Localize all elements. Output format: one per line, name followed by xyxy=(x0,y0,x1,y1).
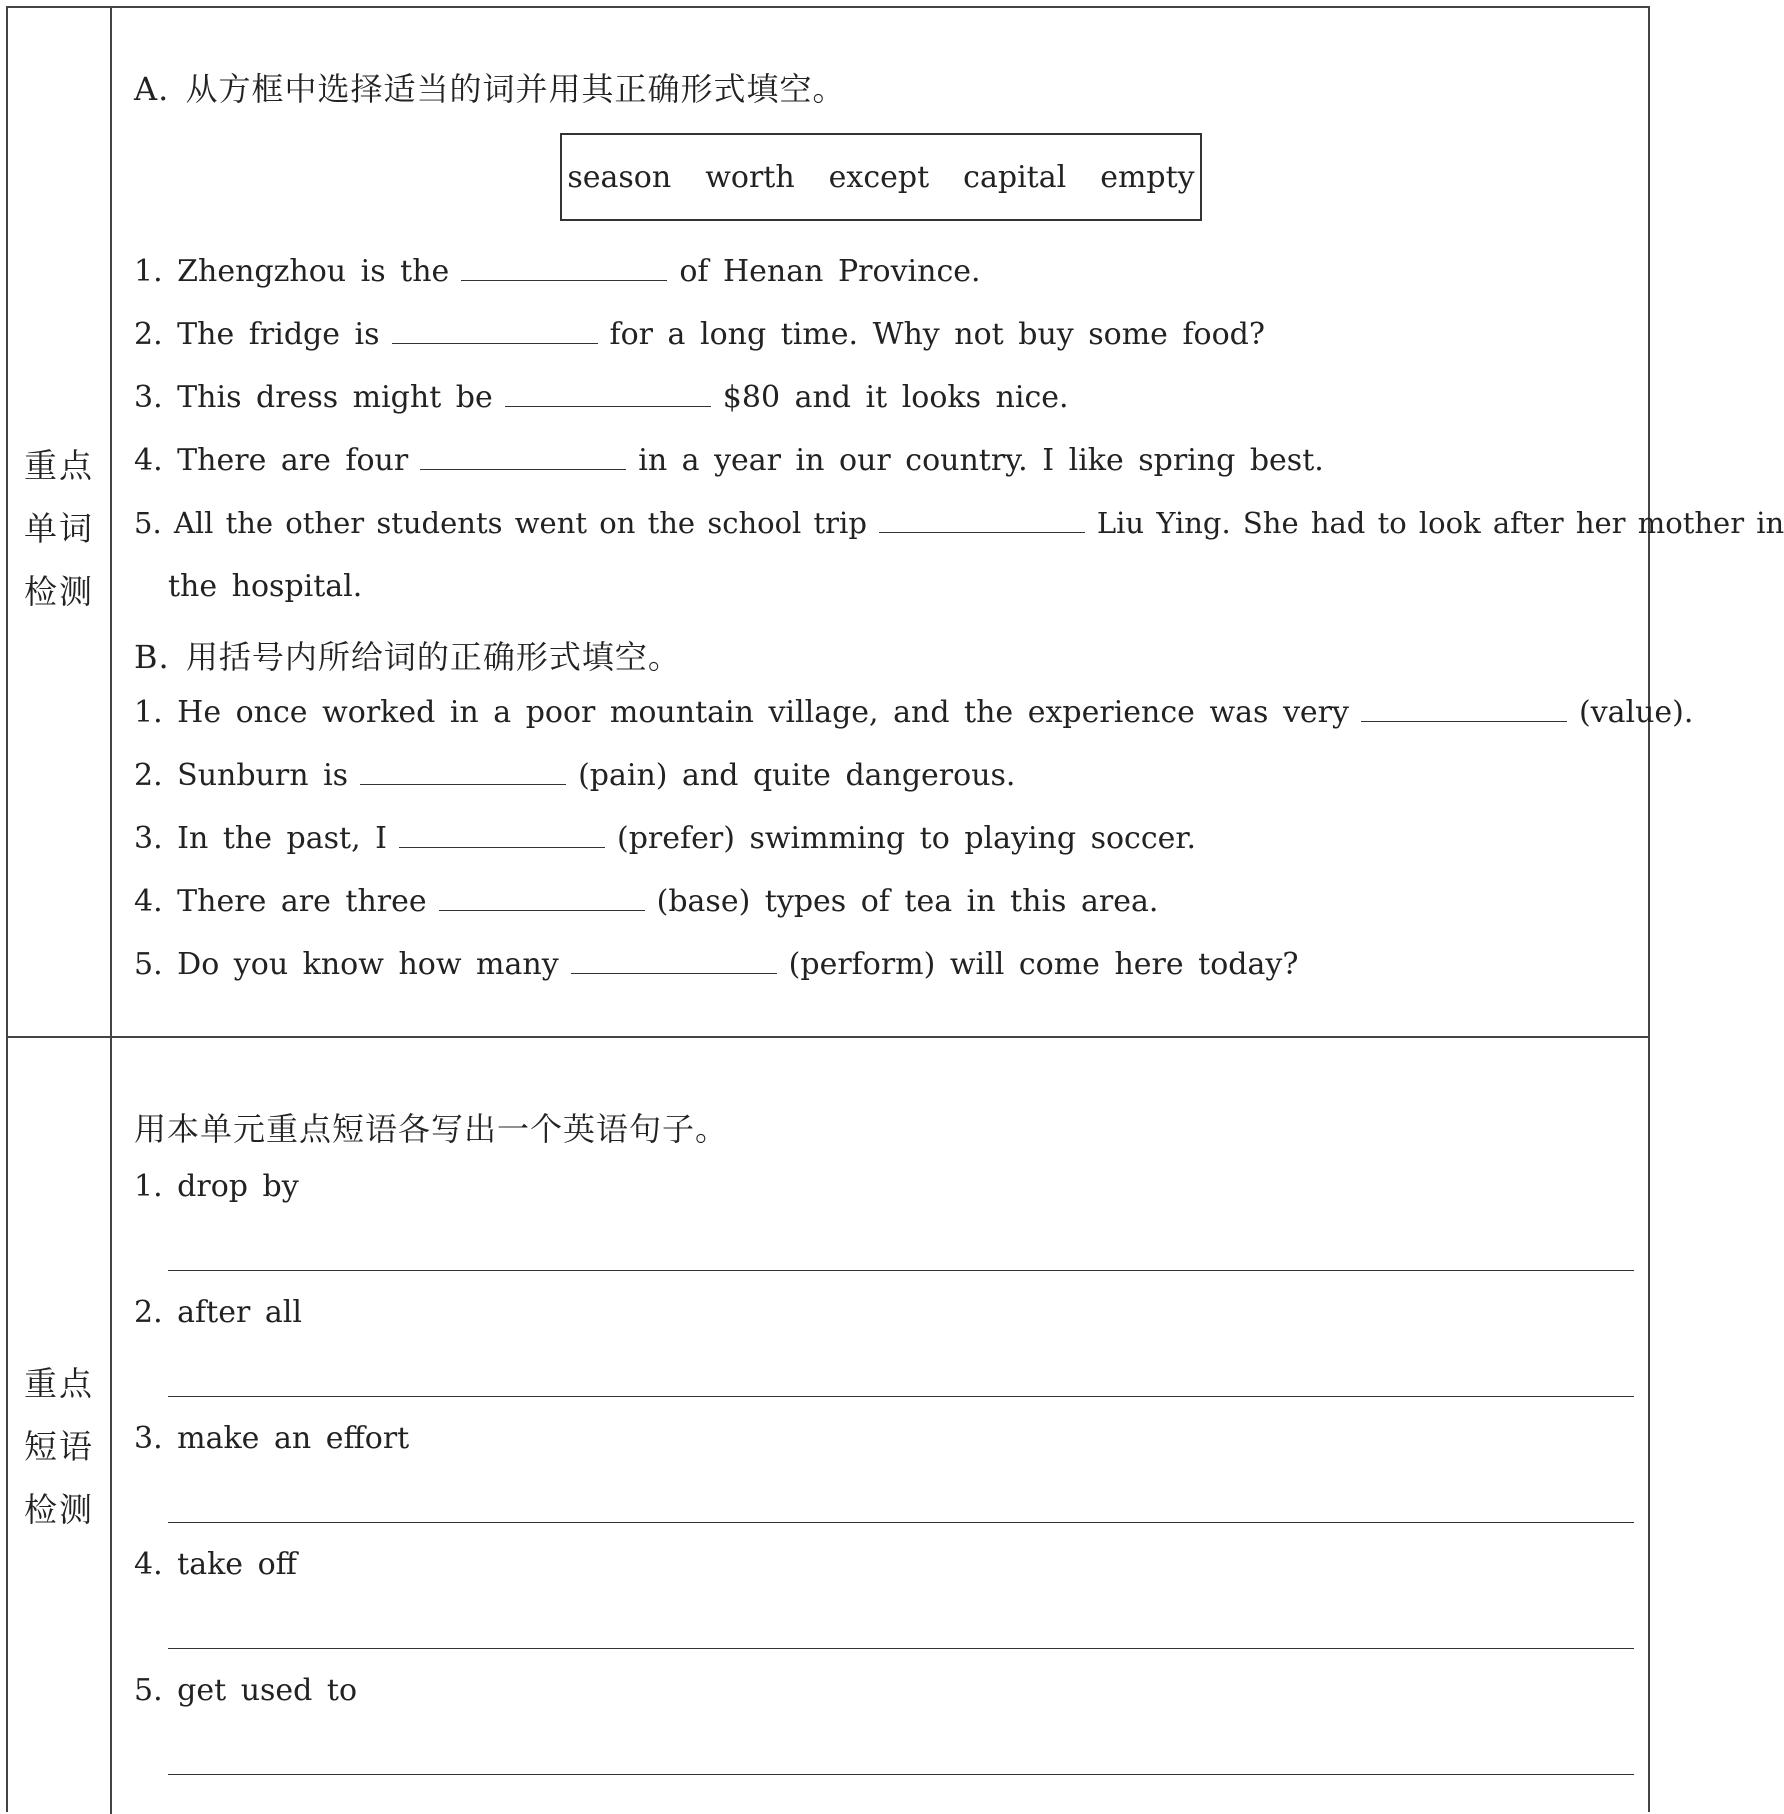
item-text: 2. Sunburn is xyxy=(134,758,349,793)
fill-blank[interactable] xyxy=(392,317,598,344)
part-b-item xyxy=(134,884,1158,919)
key-words-content xyxy=(112,8,1784,1036)
part-b-item xyxy=(134,947,1298,982)
side-label-line: 单词 xyxy=(24,509,94,548)
fill-blank[interactable] xyxy=(461,254,667,281)
side-label-line: 重点 xyxy=(24,446,94,485)
answer-line[interactable] xyxy=(168,1774,1634,1775)
item-text: 4. There are four xyxy=(134,443,409,478)
item-text: $80 and it looks nice. xyxy=(722,380,1069,415)
side-label-line: 检测 xyxy=(24,572,94,611)
item-text: Liu Ying. She had to look after her mother in xyxy=(1096,506,1784,540)
answer-line[interactable] xyxy=(168,1648,1634,1649)
item-text: 3. This dress might be xyxy=(134,380,493,415)
item-text: (perform) will come here today? xyxy=(788,947,1299,982)
phrase-item: 2. after all xyxy=(134,1295,302,1330)
fill-blank[interactable] xyxy=(360,758,566,785)
word-option: season xyxy=(567,159,672,195)
item-text: 3. In the past, I xyxy=(134,821,387,856)
fill-blank[interactable] xyxy=(571,947,777,974)
phrases-instruction: 用本单元重点短语各写出一个英语句子。 xyxy=(134,1110,729,1148)
part-b-instruction: B. 用括号内所给词的正确形式填空。 xyxy=(134,638,681,676)
key-phrases-content xyxy=(112,1038,1648,1814)
part-a-item-continuation: the hospital. xyxy=(168,569,363,604)
item-text: (base) types of tea in this area. xyxy=(656,884,1159,919)
item-text: 4. There are three xyxy=(134,884,427,919)
part-b-item xyxy=(134,695,1693,730)
side-label-line: 重点 xyxy=(24,1364,94,1403)
phrase-item: 1. drop by xyxy=(134,1169,299,1204)
word-option: except xyxy=(828,159,930,195)
item-text: for a long time. Why not buy some food? xyxy=(609,317,1265,352)
fill-blank[interactable] xyxy=(505,380,711,407)
fill-blank[interactable] xyxy=(439,884,645,911)
item-text: (pain) and quite dangerous. xyxy=(578,758,1016,793)
item-text: in a year in our country. I like spring best. xyxy=(638,443,1324,478)
phrase-item: 4. take off xyxy=(134,1547,297,1582)
item-text: (prefer) swimming to playing soccer. xyxy=(617,821,1196,856)
item-text: 5. All the other students went on the school trip xyxy=(134,506,867,540)
side-label-column xyxy=(8,8,112,1036)
part-a-instruction: A. 从方框中选择适当的词并用其正确形式填空。 xyxy=(134,70,846,108)
answer-line[interactable] xyxy=(168,1522,1634,1523)
side-label-line: 检测 xyxy=(24,1490,94,1529)
part-b-item xyxy=(134,821,1196,856)
part-a-item xyxy=(134,380,1069,415)
word-option: empty xyxy=(1100,159,1195,195)
fill-blank[interactable] xyxy=(1361,695,1567,722)
item-text: (value). xyxy=(1578,695,1694,730)
key-phrases-section xyxy=(8,1038,1648,1814)
item-text: 2. The fridge is xyxy=(134,317,380,352)
part-a-item xyxy=(134,254,981,289)
part-b-item xyxy=(134,758,1015,793)
phrase-item: 5. get used to xyxy=(134,1673,358,1708)
key-words-section xyxy=(8,8,1784,1038)
fill-blank[interactable] xyxy=(420,443,626,470)
fill-blank[interactable] xyxy=(399,821,605,848)
item-text: 1. He once worked in a poor mountain village, and the experience was very xyxy=(134,695,1349,730)
item-text: of Henan Province. xyxy=(679,254,981,289)
item-text: 1. Zhengzhou is the xyxy=(134,254,450,289)
word-option: capital xyxy=(963,159,1067,195)
worksheet xyxy=(6,6,1784,1812)
part-a-item xyxy=(134,506,1784,540)
side-label-column xyxy=(8,1038,112,1814)
item-text: 5. Do you know how many xyxy=(134,947,559,982)
part-a-item xyxy=(134,317,1265,352)
answer-line[interactable] xyxy=(168,1270,1634,1271)
fill-blank[interactable] xyxy=(879,506,1085,533)
word-option: worth xyxy=(705,159,795,195)
side-label-line: 短语 xyxy=(24,1427,94,1466)
part-a-item xyxy=(134,443,1324,478)
answer-line[interactable] xyxy=(168,1396,1634,1397)
word-box xyxy=(560,133,1202,221)
phrase-item: 3. make an effort xyxy=(134,1421,410,1456)
